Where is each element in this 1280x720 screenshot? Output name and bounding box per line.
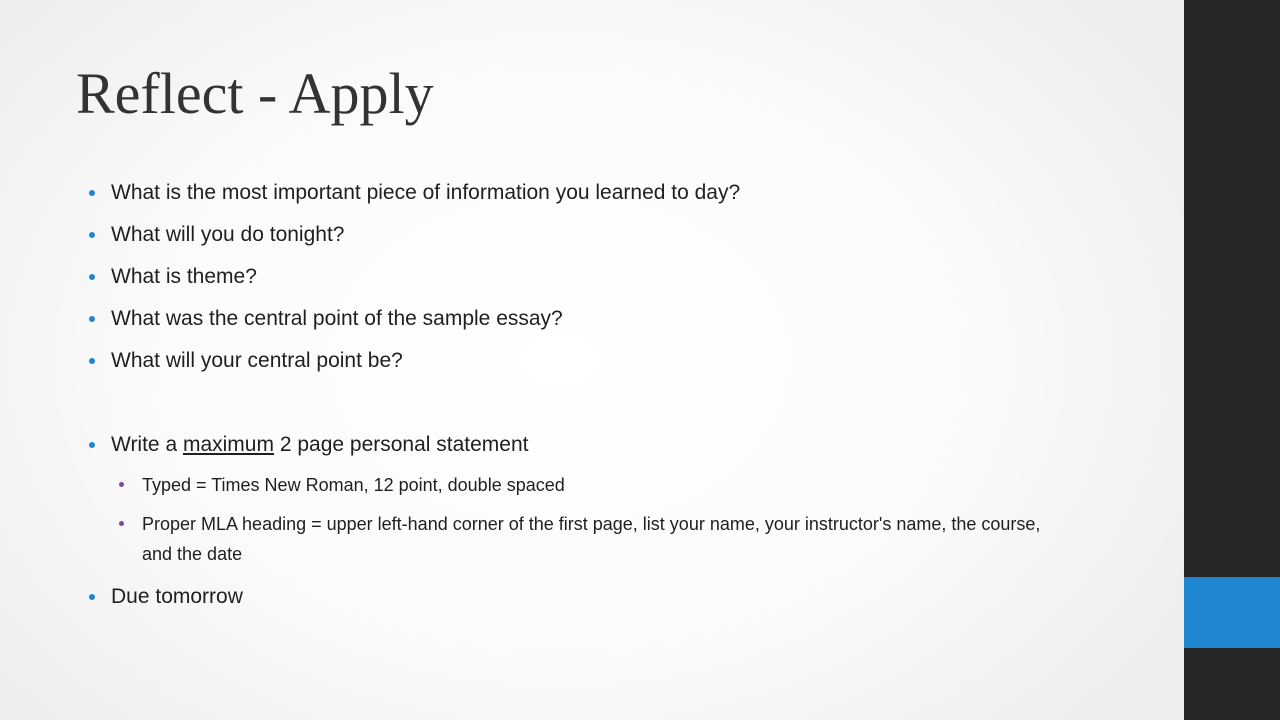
assignment-suffix: 2 page personal statement [273, 433, 529, 456]
assignment-underlined-word: maximum [182, 433, 274, 456]
assignment-prefix: Write a [111, 433, 183, 456]
sub-bullet-mla-heading: Proper MLA heading = upper left-hand corner of the first page, list your name, your instructor's name, the course, and the date [142, 509, 1062, 569]
bullet-question-5: What will your central point be? [111, 349, 403, 372]
bullet-due: Due tomorrow [111, 585, 243, 608]
bullet-question-2: What will you do tonight? [111, 223, 345, 246]
bullet-question-4: What was the central point of the sample essay? [111, 307, 563, 330]
sidebar-accent-block [1184, 577, 1280, 648]
bullet-assignment [111, 432, 529, 458]
bullet-question-3: What is theme? [111, 265, 257, 288]
sub-bullet-typed: Typed = Times New Roman, 12 point, double spaced [142, 470, 1062, 500]
slide-title: Reflect - Apply [76, 61, 434, 126]
bullet-question-1: What is the most important piece of information you learned to day? [111, 181, 741, 204]
